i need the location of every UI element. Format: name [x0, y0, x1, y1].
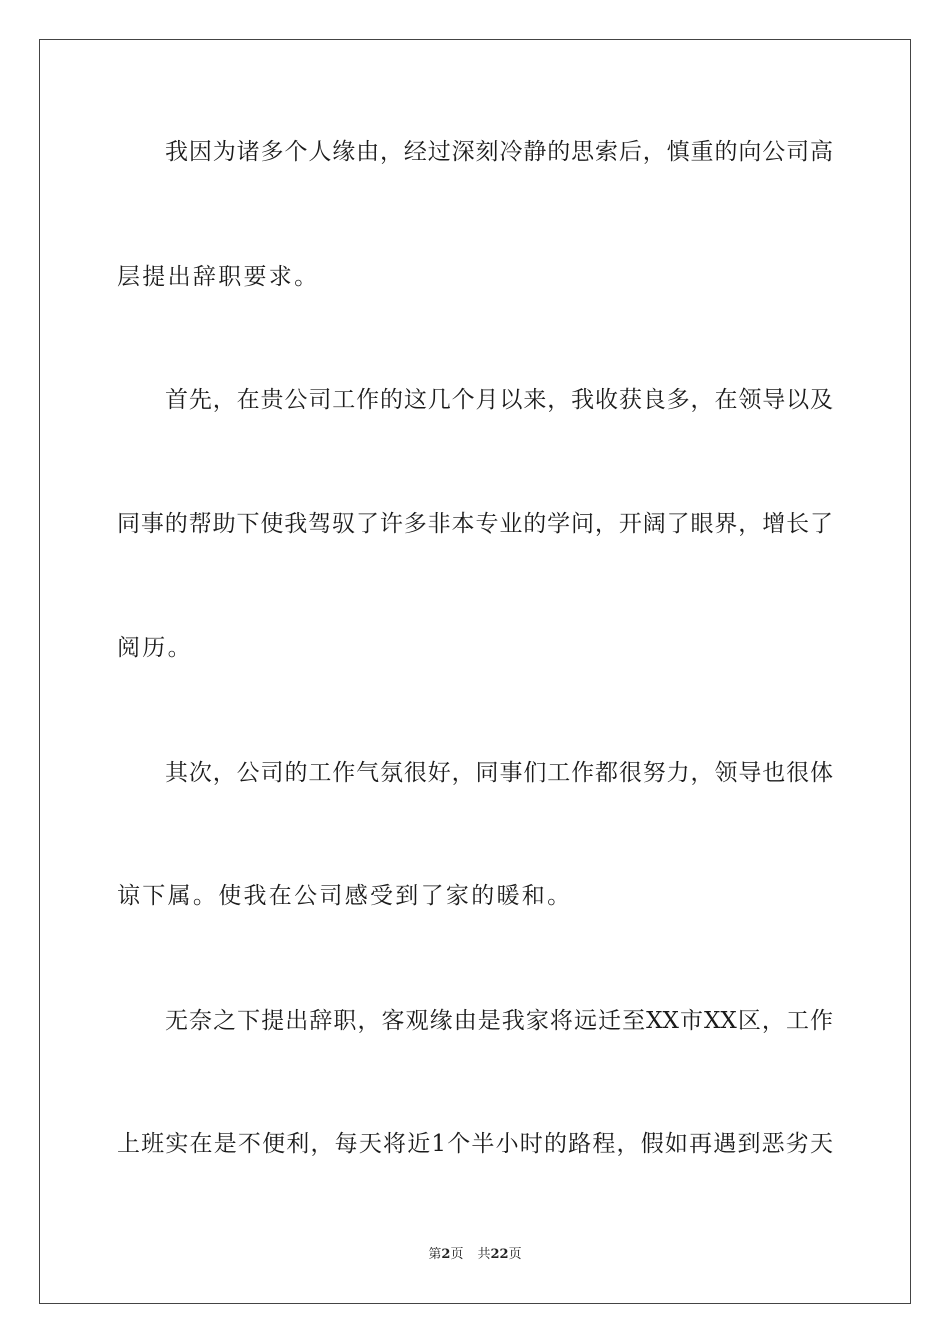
paragraph-2-line-1: 首先，在贵公司工作的这几个月以来，我收获良多，在领导以及	[165, 387, 833, 413]
total-suffix: 页	[508, 1247, 522, 1262]
paragraph-4-line-2: 上班实在是不便利，每天将近1个半小时的路程，假如再遇到恶劣天	[117, 1131, 833, 1157]
paragraph-3-line-2: 谅下属。使我在公司感受到了家的暖和。	[117, 883, 573, 909]
paragraph-1-line-1: 我因为诸多个人缘由，经过深刻冷静的思索后，慎重的向公司高	[165, 139, 833, 165]
page-suffix: 页	[450, 1247, 464, 1262]
total-pages: 22	[490, 1247, 509, 1262]
paragraph-3-line-1: 其次，公司的工作气氛很好，同事们工作都很努力，领导也很体	[165, 760, 833, 786]
paragraph-2-line-3: 阅历。	[117, 635, 193, 661]
paragraph-2-line-2: 同事的帮助下使我驾驭了许多非本专业的学问，开阔了眼界，增长了	[117, 511, 833, 537]
page-border	[39, 39, 911, 1304]
total-prefix: 共	[477, 1247, 491, 1262]
page-footer	[0, 1247, 950, 1263]
paragraph-1-line-2: 层提出辞职要求。	[117, 264, 320, 290]
page-prefix: 第	[428, 1247, 442, 1262]
paragraph-4-line-1: 无奈之下提出辞职，客观缘由是我家将远迁至XX市XX区，工作	[165, 1008, 833, 1034]
page-number: 2	[441, 1247, 451, 1262]
